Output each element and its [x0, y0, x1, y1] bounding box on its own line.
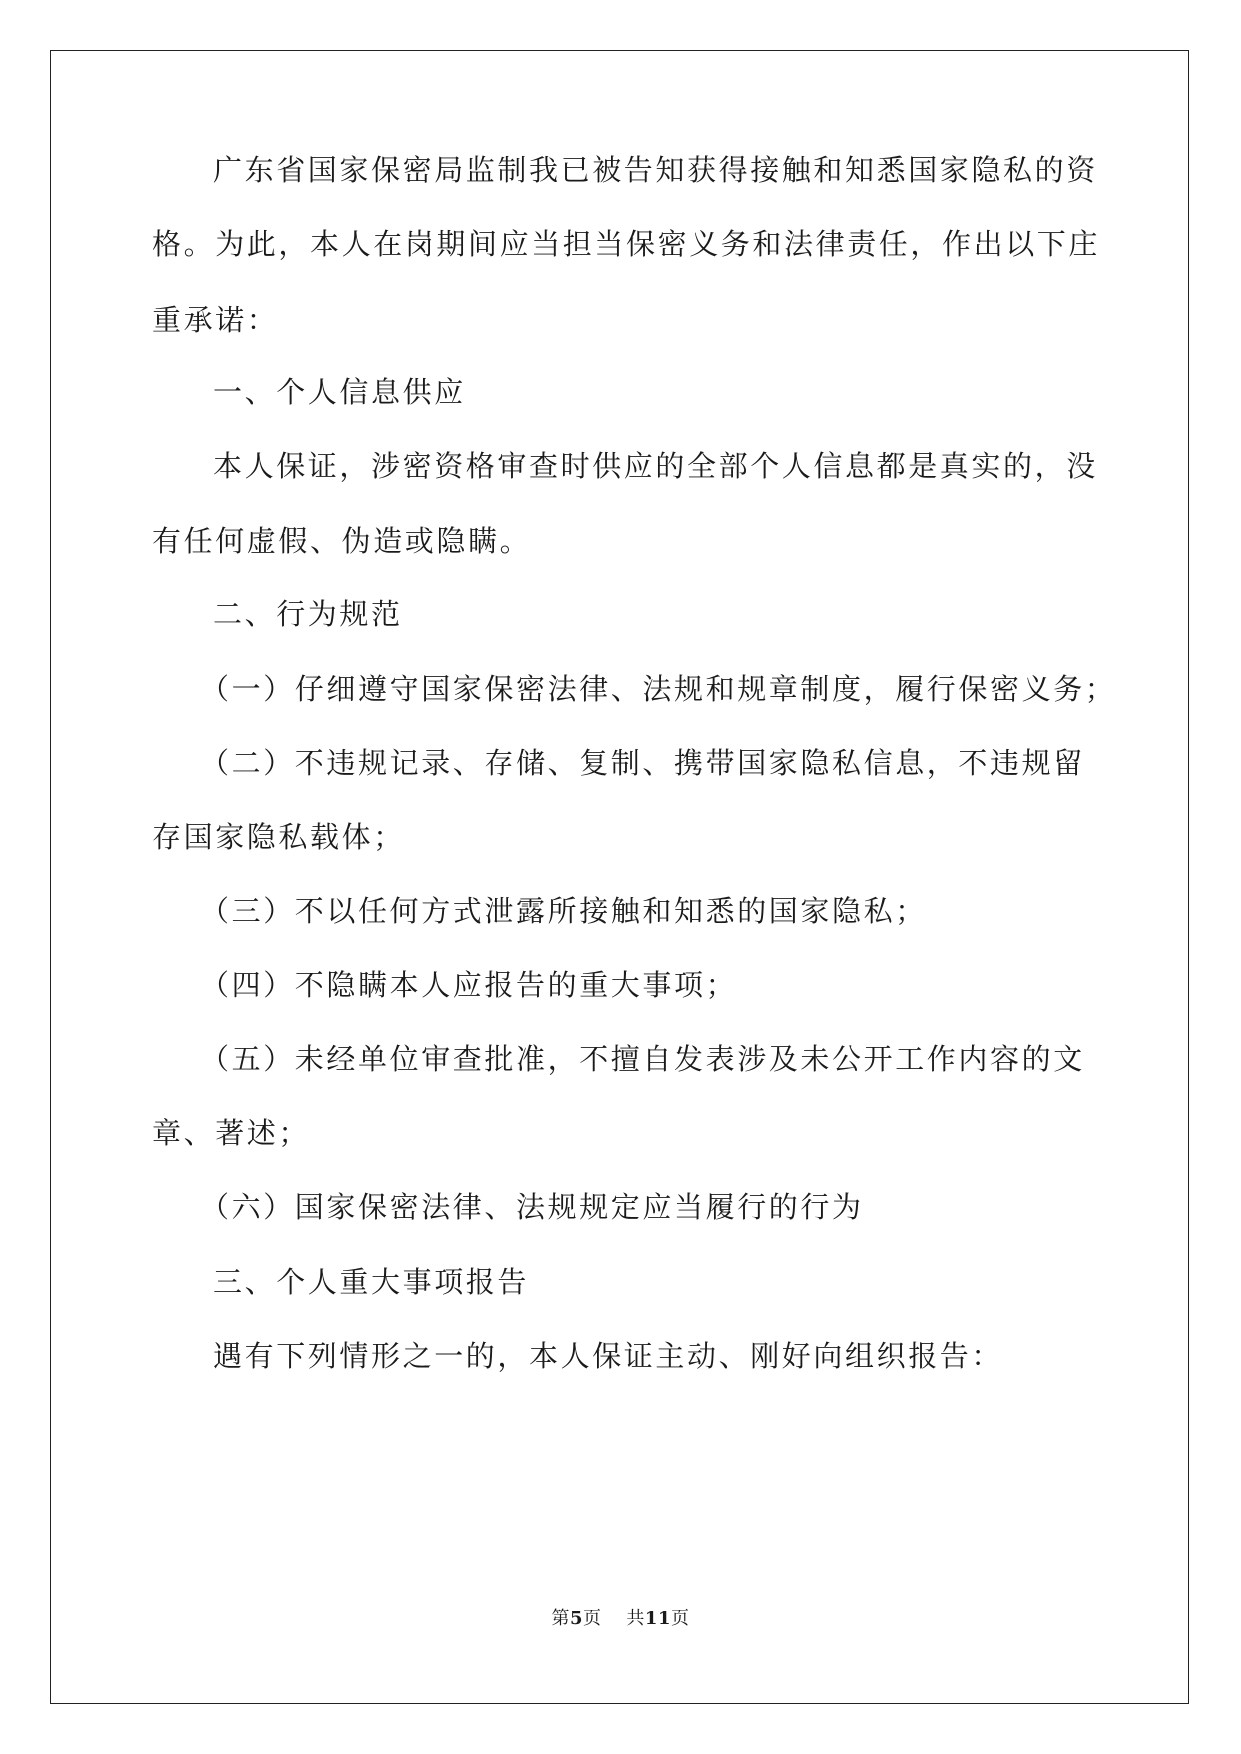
total-pages: 11	[644, 1608, 671, 1629]
paragraph-line: 重承诺：	[152, 303, 279, 337]
section-heading: 一、个人信息供应	[213, 375, 466, 409]
page-footer	[0, 1608, 1241, 1630]
paragraph-line: 遇有下列情形之一的，本人保证主动、刚好向组织报告：	[213, 1339, 1004, 1373]
paragraph-line: 广东省国家保密局监制我已被告知获得接触和知悉国家隐私的资	[213, 153, 1098, 187]
list-item: （六）国家保密法律、法规规定应当履行的行为	[200, 1190, 864, 1224]
list-item: （二）不违规记录、存储、复制、携带国家隐私信息，不违规留	[200, 746, 1085, 780]
section-heading: 三、个人重大事项报告	[213, 1265, 530, 1299]
section-heading: 二、行为规范	[213, 597, 403, 631]
list-item: （五）未经单位审查批准，不擅自发表涉及未公开工作内容的文	[200, 1042, 1085, 1076]
total-prefix: 共	[626, 1608, 645, 1629]
list-item: （三）不以任何方式泄露所接触和知悉的国家隐私；	[200, 894, 927, 928]
paragraph-line: 有任何虚假、伪造或隐瞒。	[152, 524, 532, 558]
page-prefix: 第	[551, 1608, 570, 1629]
page-border	[50, 50, 1189, 1704]
list-item: （一）仔细遵守国家保密法律、法规和规章制度，履行保密义务；	[200, 672, 1117, 706]
paragraph-line: 格。为此，本人在岗期间应当担当保密义务和法律责任，作出以下庄	[152, 227, 1101, 261]
list-item: （四）不隐瞒本人应报告的重大事项；	[200, 968, 738, 1002]
paragraph-line: 存国家隐私载体；	[152, 820, 405, 854]
total-suffix: 页	[670, 1608, 690, 1629]
paragraph-line: 章、著述；	[152, 1116, 311, 1150]
page-suffix: 页	[583, 1608, 602, 1629]
page-number: 5	[570, 1608, 584, 1629]
paragraph-line: 本人保证，涉密资格审查时供应的全部个人信息都是真实的，没	[213, 449, 1098, 483]
